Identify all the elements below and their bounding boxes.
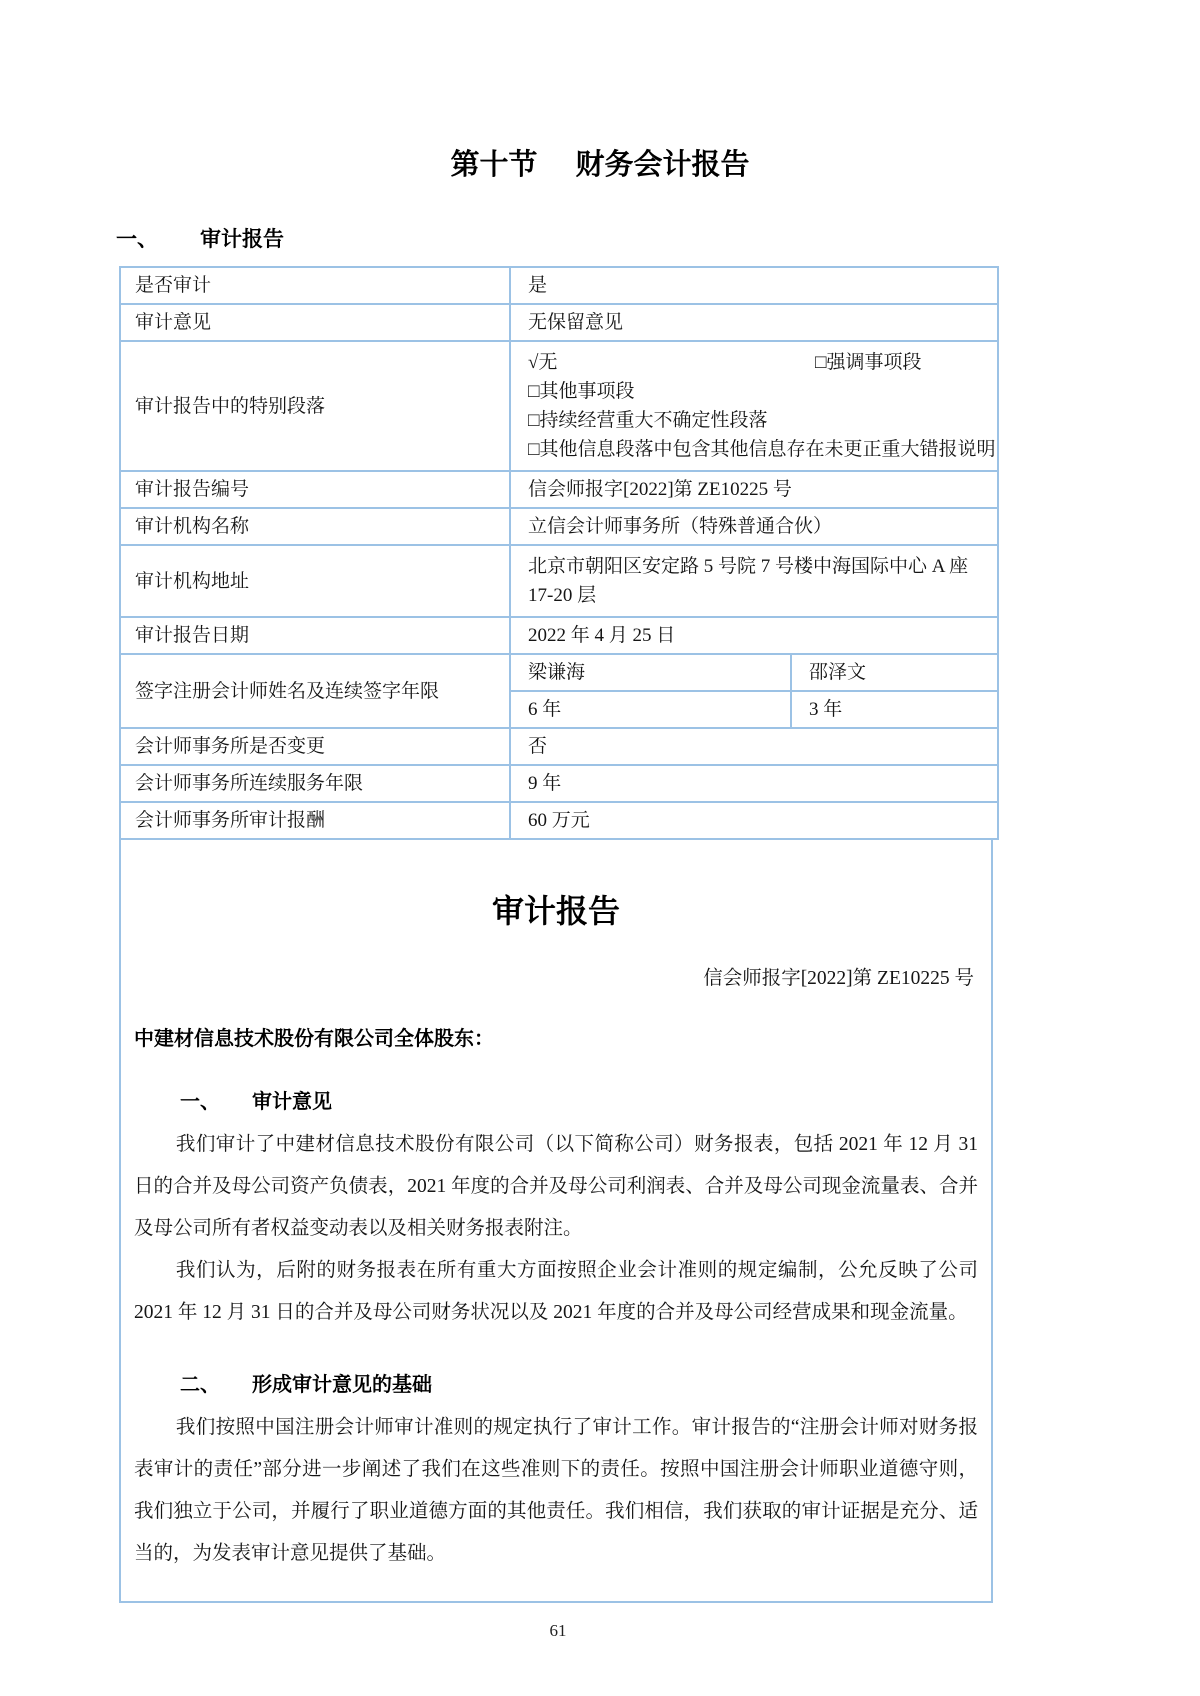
table-row <box>120 471 998 508</box>
audit-report-letter <box>119 840 993 1603</box>
row-value: 无保留意见 <box>510 304 998 341</box>
table-row <box>120 304 998 341</box>
row-label: 审计机构地址 <box>120 545 510 617</box>
row-label: 审计报告日期 <box>120 617 510 654</box>
special-paragraphs-cell <box>510 341 998 471</box>
page-title-text: 财务会计报告 <box>575 149 750 181</box>
table-row-special-paragraphs <box>120 341 998 471</box>
section-number: 一、 <box>180 1091 220 1113</box>
report-section-heading-basis <box>180 1368 978 1397</box>
checkbox-icon: □ <box>528 410 540 431</box>
row-value: 否 <box>510 728 998 765</box>
accountant-years: 6 年 <box>510 691 791 728</box>
checkmark-icon: √ <box>528 352 539 373</box>
accountant-years: 3 年 <box>791 691 998 728</box>
option-none <box>528 352 557 373</box>
table-row <box>120 728 998 765</box>
page-title-section-no: 第十节 <box>450 149 538 181</box>
report-reference-number: 信会师报字[2022]第 ZE10225 号 <box>703 968 974 989</box>
row-label: 审计报告中的特别段落 <box>120 341 510 471</box>
report-section-heading-opinion <box>180 1085 978 1114</box>
report-paragraph: 我们认为，后附的财务报表在所有重大方面按照企业会计准则的规定编制，公允反映了公司 2021 年 12 月 31 日的合并及母公司财务状况以及 2021 年度的合并及母公司经营成果和现金流量。 <box>134 1260 978 1323</box>
accountant-name: 梁谦海 <box>510 654 791 691</box>
row-value: 2022 年 4 月 25 日 <box>510 617 998 654</box>
page-number: 61 <box>549 1621 567 1640</box>
heading-audit-report <box>0 183 1200 253</box>
checkbox-icon: □ <box>815 352 827 373</box>
row-value: 信会师报字[2022]第 ZE10225 号 <box>510 471 998 508</box>
option-label: 其他事项段 <box>539 381 635 402</box>
row-value: 60 万元 <box>510 802 998 839</box>
heading-number: 一、 <box>116 228 158 251</box>
row-label: 会计师事务所是否变更 <box>120 728 510 765</box>
page-title <box>0 0 1200 183</box>
row-label: 审计意见 <box>120 304 510 341</box>
row-label: 会计师事务所审计报酬 <box>120 802 510 839</box>
audit-info-table <box>119 266 999 840</box>
option-emphasis <box>815 348 922 377</box>
table-row <box>120 508 998 545</box>
table-row-agency-address <box>120 545 998 617</box>
checkbox-line <box>528 435 996 464</box>
row-label: 会计师事务所连续服务年限 <box>120 765 510 802</box>
row-label: 审计机构名称 <box>120 508 510 545</box>
row-label: 是否审计 <box>120 267 510 304</box>
option-label: 其他信息段落中包含其他信息存在未更正重大错报说明 <box>539 439 996 460</box>
row-value: 9 年 <box>510 765 998 802</box>
option-label: 持续经营重大不确定性段落 <box>539 410 768 431</box>
checkbox-line <box>528 348 987 377</box>
row-label: 签字注册会计师姓名及连续签字年限 <box>120 654 510 728</box>
accountant-name: 邵泽文 <box>791 654 998 691</box>
checkbox-line <box>528 377 987 406</box>
checkbox-icon: □ <box>528 439 540 460</box>
section-label: 审计意见 <box>252 1091 332 1113</box>
row-value: 北京市朝阳区安定路 5 号院 7 号楼中海国际中心 A 座 17-20 层 <box>510 545 998 617</box>
checkbox-line <box>528 406 987 435</box>
table-row <box>120 617 998 654</box>
report-paragraph: 我们按照中国注册会计师审计准则的规定执行了审计工作。审计报告的“注册会计师对财务报表审计的责任”部分进一步阐述了我们在这些准则下的责任。按照中国注册会计师职业道德守则，我们独立于公司，并履行了职业道德方面的其他责任。我们相信，我们获取的审计证据是充分、适当的，为发表审计意见提供了基础。 <box>134 1417 978 1564</box>
report-addressee: 中建材信息技术股份有限公司全体股东： <box>134 1028 494 1050</box>
row-label: 审计报告编号 <box>120 471 510 508</box>
option-label: 无 <box>538 352 558 373</box>
report-title: 审计报告 <box>491 893 620 929</box>
table-row <box>120 765 998 802</box>
table-row-signing-accountants <box>120 654 998 691</box>
row-value: 是 <box>510 267 998 304</box>
heading-label: 审计报告 <box>200 228 284 251</box>
row-value: 立信会计师事务所（特殊普通合伙） <box>510 508 998 545</box>
option-label: 强调事项段 <box>826 352 922 373</box>
table-row <box>120 802 998 839</box>
section-number: 二、 <box>180 1374 220 1396</box>
content-column <box>119 266 997 1641</box>
report-paragraph: 我们审计了中建材信息技术股份有限公司（以下简称公司）财务报表，包括 2021 年 12 月 31 日的合并及母公司资产负债表，2021 年度的合并及母公司利润表、合并及母公司现金流量表、合并及母公司所有者权益变动表以及相关财务报表附注。 <box>134 1134 978 1239</box>
table-row <box>120 267 998 304</box>
section-label: 形成审计意见的基础 <box>252 1374 432 1396</box>
checkbox-icon: □ <box>528 381 540 402</box>
